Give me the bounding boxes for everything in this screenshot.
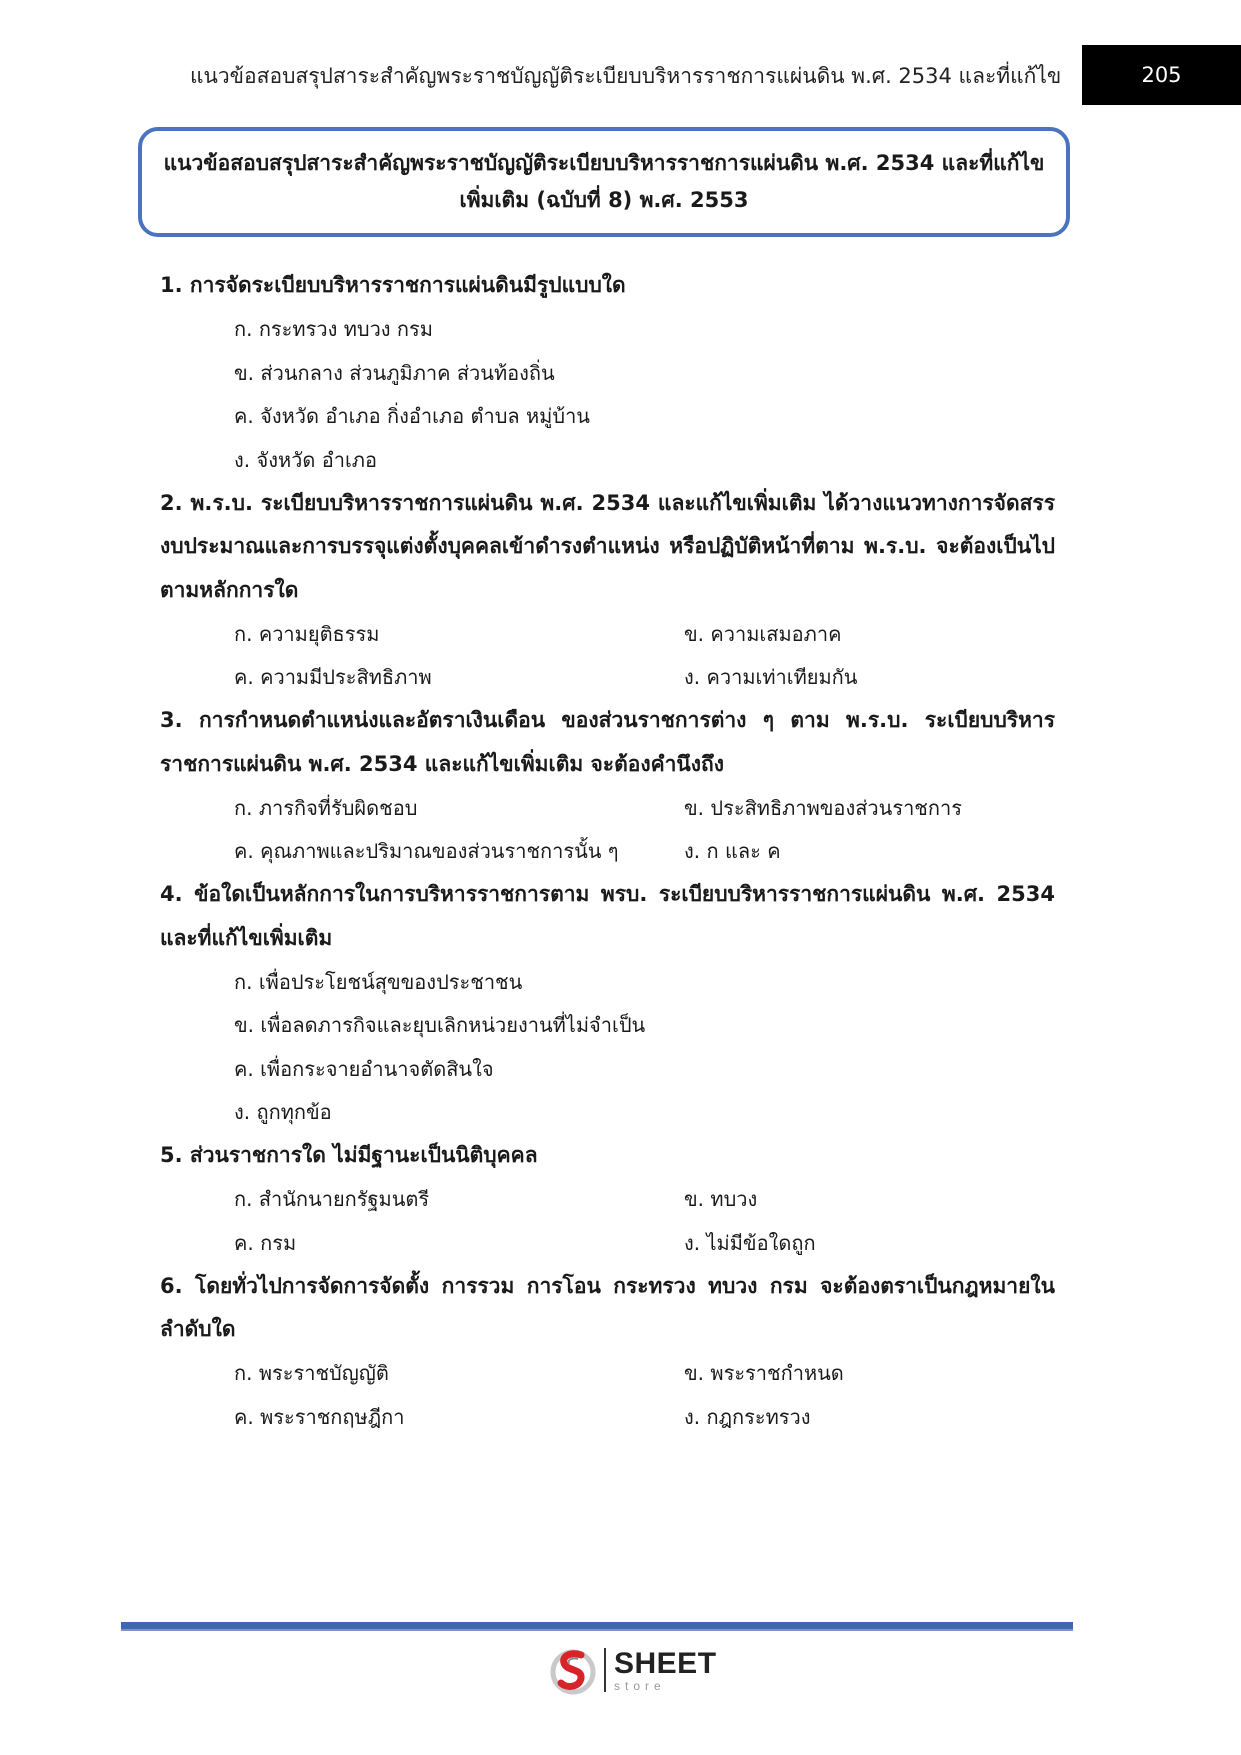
page-number-tab — [1082, 45, 1241, 105]
answer-options — [160, 1352, 1055, 1439]
question-text: 4. ข้อใดเป็นหลักการในการบริหารราชการตาม พรบ. ระเบียบบริหารราชการแผ่นดิน พ.ศ. 2534 และที่แก้ไขเพิ่มเติม — [160, 882, 1055, 950]
option-d: ง. ถูกทุกข้อ — [234, 1100, 332, 1125]
question-list — [160, 264, 1055, 1439]
option-c: ค. ความมีประสิทธิภาพ — [234, 665, 432, 690]
option-a: ก. ภารกิจที่รับผิดชอบ — [234, 795, 418, 820]
option-c: ค. คุณภาพและปริมาณของส่วนราชการนั้น ๆ — [234, 839, 619, 864]
answer-options — [160, 1178, 1055, 1265]
logo-word: SHEET — [614, 1646, 717, 1680]
page-number: 205 — [1141, 63, 1182, 87]
document-title-box — [138, 127, 1070, 237]
option-d: ง. ไม่มีข้อใดถูก — [684, 1230, 816, 1255]
option-d: ง. ก และ ค — [684, 839, 781, 864]
option-b: ข. ประสิทธิภาพของส่วนราชการ — [684, 795, 962, 820]
option-d: ง. กฎกระทรวง — [684, 1404, 811, 1429]
option-a: ก. สำนักนายกรัฐมนตรี — [234, 1187, 430, 1212]
question-text: 2. พ.ร.บ. ระเบียบบริหารราชการแผ่นดิน พ.ศ. 2534 และแก้ไขเพิ่มเติม ได้วางแนวทางการจัดสรรงบประมาณและการบรรจุแต่งตั้งบุคคลเข้าดำรงตำแหน่ง หรือปฏิบัติหน้าที่ตาม พ.ร.บ. จะต้องเป็นไปตามหลักการใด — [160, 490, 1055, 602]
footer-divider — [121, 1622, 1073, 1631]
title-line-2: เพิ่มเติม (ฉบับที่ 8) พ.ศ. 2553 — [459, 188, 749, 212]
option-a: ก. พระราชบัญญัติ — [234, 1361, 389, 1386]
question-text: 5. ส่วนราชการใด ไม่มีฐานะเป็นนิติบุคคล — [160, 1143, 538, 1167]
option-a: ก. กระทรวง ทบวง กรม — [234, 317, 433, 342]
option-b: ข. เพื่อลดภารกิจและยุบเลิกหน่วยงานที่ไม่จำเป็น — [234, 1013, 646, 1038]
option-b: ข. ส่วนกลาง ส่วนภูมิภาค ส่วนท้องถิ่น — [234, 360, 555, 385]
question-2 — [160, 482, 1055, 700]
title-line-1: แนวข้อสอบสรุปสาระสำคัญพระราชบัญญัติระเบียบบริหารราชการแผ่นดิน พ.ศ. 2534 และที่แก้ไข — [163, 151, 1045, 176]
question-4 — [160, 873, 1055, 1134]
question-text: 3. การกำหนดตำแหน่งและอัตราเงินเดือน ของส่วนราชการต่าง ๆ ตาม พ.ร.บ. ระเบียบบริหารราชการแผ่นดิน พ.ศ. 2534 และแก้ไขเพิ่มเติม จะต้องคำนึงถึง — [160, 708, 1055, 776]
option-c: ค. จังหวัด อำเภอ กิ่งอำเภอ ตำบล หมู่บ้าน — [234, 404, 590, 429]
answer-options — [160, 612, 1055, 699]
sheet-store-logo-icon — [548, 1645, 598, 1695]
question-text: 6. โดยทั่วไปการจัดการจัดตั้ง การรวม การโอน กระทรวง ทบวง กรม จะต้องตราเป็นกฎหมายในลำดับใด — [160, 1273, 1055, 1341]
option-c: ค. เพื่อกระจายอำนาจตัดสินใจ — [234, 1056, 494, 1081]
question-text: 1. การจัดระเบียบบริหารราชการแผ่นดินมีรูปแบบใด — [160, 273, 626, 297]
option-d: ง. ความเท่าเทียมกัน — [684, 665, 858, 690]
question-5 — [160, 1134, 1055, 1265]
running-header-title: แนวข้อสอบสรุปสาระสำคัญพระราชบัญญัติระเบียบบริหารราชการแผ่นดิน พ.ศ. 2534 และที่แก้ไข — [190, 64, 1062, 88]
option-a: ก. เพื่อประโยชน์สุขของประชาชน — [234, 969, 523, 994]
logo-subtitle: store — [614, 1678, 666, 1693]
question-3 — [160, 699, 1055, 873]
option-c: ค. พระราชกฤษฎีกา — [234, 1404, 405, 1429]
option-b: ข. ความเสมอภาค — [684, 621, 842, 646]
logo-separator — [604, 1648, 606, 1692]
sheet-store-logo — [548, 1645, 717, 1695]
option-a: ก. ความยุติธรรม — [234, 621, 380, 646]
option-d: ง. จังหวัด อำเภอ — [234, 447, 377, 472]
option-b: ข. ทบวง — [684, 1187, 758, 1212]
answer-options — [160, 960, 1055, 1134]
question-1 — [160, 264, 1055, 482]
logo-text — [614, 1646, 717, 1693]
option-c: ค. กรม — [234, 1230, 297, 1255]
answer-options — [160, 786, 1055, 873]
option-b: ข. พระราชกำหนด — [684, 1361, 844, 1386]
answer-options — [160, 308, 1055, 482]
question-6 — [160, 1265, 1055, 1439]
